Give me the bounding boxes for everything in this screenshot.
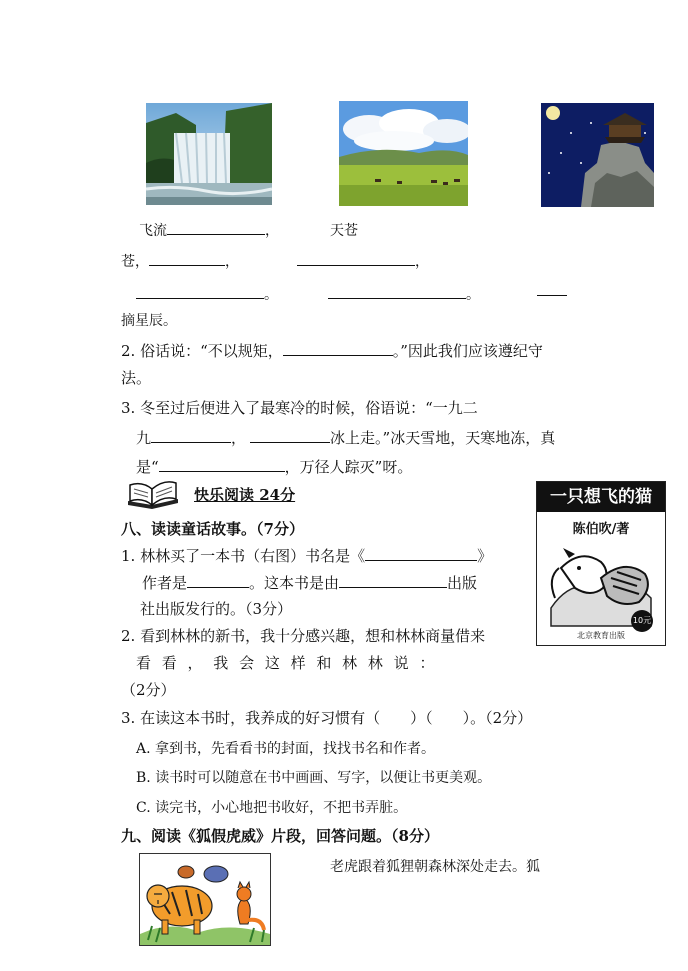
q3-line3-b: ，万径人踪灭”呀。 (284, 458, 413, 476)
sec8-q1-line2 (142, 572, 477, 593)
book-publisher: 北京教育出版 (577, 631, 625, 640)
sec8-q1-c: 作者是 (142, 574, 188, 592)
poem-line-3c (537, 284, 567, 300)
q3-line-1: 3. 冬至过后便进入了最寒冷的时候，俗语说：“一九二 (121, 399, 478, 417)
poem-line-2 (121, 251, 239, 271)
author-blank[interactable] (187, 586, 249, 588)
poem-line-2b (297, 251, 429, 271)
poem-2-continued: 苍， (121, 254, 149, 270)
poem-3-suffix: 摘星辰。 (121, 313, 177, 329)
poem-1-prefix: 飞流 (139, 223, 167, 239)
sec9-heading: 九、阅读《狐假虎威》片段，回答问题。（8分） (121, 827, 439, 845)
sec8-q1-d: 。这本书是由 (249, 574, 340, 592)
poem-1-suffix: ， (265, 223, 279, 239)
q3-line3-a: 是“ (136, 458, 159, 476)
sec9-passage: 老虎跟着狐狸朝森林深处走去。狐 (330, 859, 540, 875)
option-b: B. 读书时可以随意在书中画画、写字，以便让书更美观。 (136, 770, 492, 786)
option-a: A. 拿到书，先看看书的封面，找找书名和作者。 (136, 741, 436, 757)
q2-blank[interactable] (283, 354, 393, 356)
q3-line2-b: ， (231, 429, 247, 447)
sec8-heading: 八、读读童话故事。（7分） (121, 520, 304, 538)
blank-2[interactable] (149, 264, 225, 266)
q2-text-b: 。”因此我们应该遵纪守 (392, 342, 543, 360)
q3-blank-3[interactable] (159, 470, 285, 472)
publisher-blank[interactable] (339, 586, 447, 588)
period-2: 。 (466, 287, 480, 303)
sec8-q3: 3. 在读这本书时，我养成的好习惯有（ ）（ ）。（2分） (121, 709, 533, 727)
book-cover (536, 481, 666, 646)
sec8-q1-line1 (121, 545, 492, 566)
sec8-q1-f: 社出版发行的。（3分） (140, 600, 293, 618)
comma-1: ， (225, 254, 239, 270)
q2-text-c: 法。 (121, 369, 152, 387)
q3-line-2 (136, 427, 555, 448)
period-1: 。 (264, 287, 278, 303)
night-tower-picture (541, 103, 654, 207)
sec8-q1-a: 1. 林林买了一本书（右图）书名是《 (121, 547, 366, 565)
q3-blank-2[interactable] (250, 441, 330, 443)
poem-line-3b (328, 284, 480, 304)
book-title: 一只想飞的猫 (537, 482, 665, 512)
blank-3[interactable] (297, 264, 415, 266)
waterfall-picture (146, 103, 272, 205)
book-author: 陈伯吹/著 (572, 522, 630, 537)
poem-2-prefix: 天苍 (330, 223, 358, 239)
book-title-blank[interactable] (365, 559, 477, 561)
sec8-q2-a: 2. 看到林林的新书，我十分感兴趣，想和林林商量借来 (121, 627, 486, 645)
blank-6[interactable] (537, 294, 567, 296)
question-2 (121, 340, 543, 361)
section-title: 快乐阅读 24分 (194, 486, 296, 504)
sec8-q1-b: 》 (477, 547, 493, 565)
sec8-q2-b: 看 看 ， 我 会 这 样 和 林 林 说 ： (136, 654, 435, 672)
q2-text-a: 2. 俗话说：“不以规矩， (121, 342, 283, 360)
fox-tiger-picture (139, 853, 271, 946)
q3-blank-1[interactable] (151, 441, 231, 443)
grassland-picture (339, 101, 468, 206)
sec8-q1-e: 出版 (447, 574, 478, 592)
blank-1[interactable] (167, 233, 265, 235)
blank-4[interactable] (136, 297, 264, 299)
comma-2: ， (415, 254, 429, 270)
blank-5[interactable] (328, 297, 466, 299)
q3-line2-c: 冰上走。”冰天雪地，天寒地冻，真 (330, 429, 556, 447)
poem-line-1 (139, 220, 279, 240)
poem-line-3 (136, 284, 278, 304)
open-book-icon (124, 479, 182, 513)
q3-line-3 (136, 456, 412, 477)
q3-line2-a: 九 (136, 429, 152, 447)
sec8-q2-c: （2分） (121, 681, 176, 699)
option-c: C. 读完书，小心地把书收好，不把书弄脏。 (136, 800, 408, 816)
book-price: 10元 (631, 610, 653, 632)
